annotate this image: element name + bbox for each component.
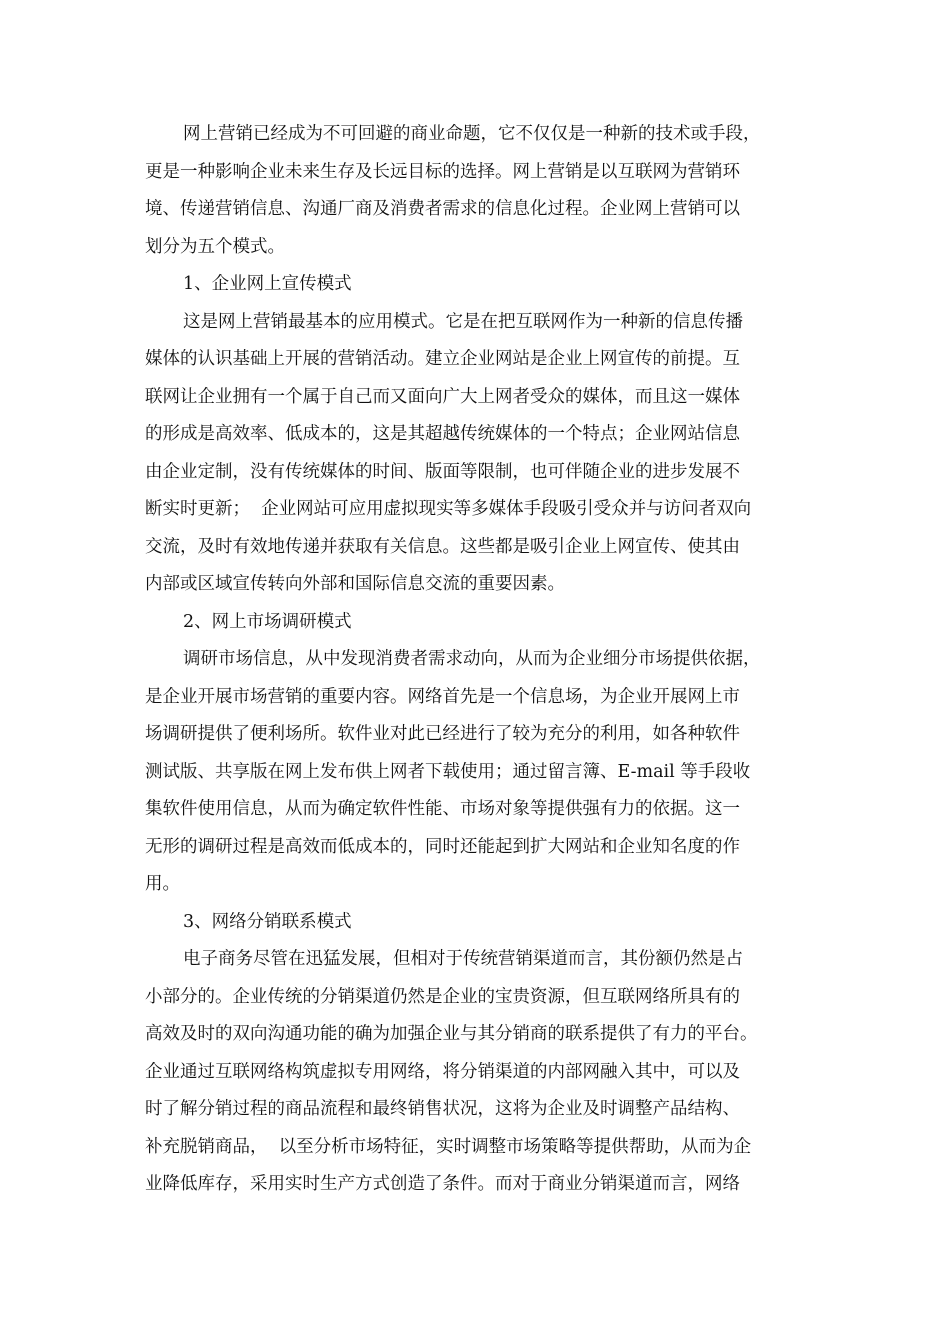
text-line: 高效及时的双向沟通功能的确为加强企业与其分销商的联系提供了有力的平台。 xyxy=(145,1024,758,1044)
text-line: 场调研提供了便利场所。软件业对此已经进行了较为充分的利用，如各种软件 xyxy=(145,724,740,744)
text-line: 2、网上市场调研模式 xyxy=(183,611,352,632)
text-line: 1、企业网上宣传模式 xyxy=(183,274,352,294)
text-line: 媒体的认识基础上开展的营销活动。建立企业网站是企业上网宣传的前提。互 xyxy=(145,349,740,369)
text-line: 交流，及时有效地传递并获取有关信息。这些都是吸引企业上网宣传、使其由 xyxy=(145,536,740,557)
text-line: 3、网络分销联系模式 xyxy=(183,911,352,932)
text-line: 网上营销已经成为不可回避的商业命题，它不仅仅是一种新的技术或手段， xyxy=(183,124,761,144)
text-line: 内部或区域宣传转向外部和国际信息交流的重要因素。 xyxy=(145,574,565,594)
text-line: 境、传递营销信息、沟通厂商及消费者需求的信息化过程。企业网上营销可以 xyxy=(145,199,740,219)
text-line: 断实时更新； 企业网站可应用虚拟现实等多媒体手段吸引受众并与访问者双向 xyxy=(145,499,752,519)
text-line: 补充脱销商品， 以至分析市场特征，实时调整市场策略等提供帮助，从而为企 xyxy=(145,1136,752,1157)
text-line: 时了解分销过程的商品流程和最终销售状况，这将为企业及时调整产品结构、 xyxy=(145,1099,740,1119)
text-line: 更是一种影响企业未来生存及长远目标的选择。网上营销是以互联网为营销环 xyxy=(145,161,740,182)
text-line: 联网让企业拥有一个属于自己而又面向广大上网者受众的媒体，而且这一媒体 xyxy=(145,386,740,407)
text-line: 无形的调研过程是高效而低成本的，同时还能起到扩大网站和企业知名度的作 xyxy=(145,836,740,857)
text-line: 集软件使用信息，从而为确定软件性能、市场对象等提供强有力的依据。这一 xyxy=(145,799,740,819)
text-line: 是企业开展市场营销的重要内容。网络首先是一个信息场，为企业开展网上市 xyxy=(145,686,740,707)
text-line: 企业通过互联网络构筑虚拟专用网络，将分销渠道的内部网融入其中，可以及 xyxy=(145,1061,740,1082)
text-line: 这是网上营销最基本的应用模式。它是在把互联网作为一种新的信息传播 xyxy=(183,311,743,332)
text-line: 的形成是高效率、低成本的，这是其超越传统媒体的一个特点；企业网站信息 xyxy=(145,424,740,444)
text-line: 小部分的。企业传统的分销渠道仍然是企业的宝贵资源，但互联网络所具有的 xyxy=(145,986,740,1007)
text-line: 业降低库存，采用实时生产方式创造了条件。而对于商业分销渠道而言，网络 xyxy=(145,1174,740,1194)
text-line: 划分为五个模式。 xyxy=(145,236,285,257)
text-line: 电子商务尽管在迅猛发展，但相对于传统营销渠道而言，其份额仍然是占 xyxy=(183,949,743,969)
text-line: 用。 xyxy=(145,874,180,894)
document-page xyxy=(145,116,810,1204)
text-line: 调研市场信息，从中发现消费者需求动向，从而为企业细分市场提供依据， xyxy=(183,649,761,669)
text-line: 测试版、共享版在网上发布供上网者下载使用；通过留言簿、E-mail 等手段收 xyxy=(145,761,751,782)
text-line: 由企业定制，没有传统媒体的时间、版面等限制，也可伴随企业的进步发展不 xyxy=(145,461,740,482)
